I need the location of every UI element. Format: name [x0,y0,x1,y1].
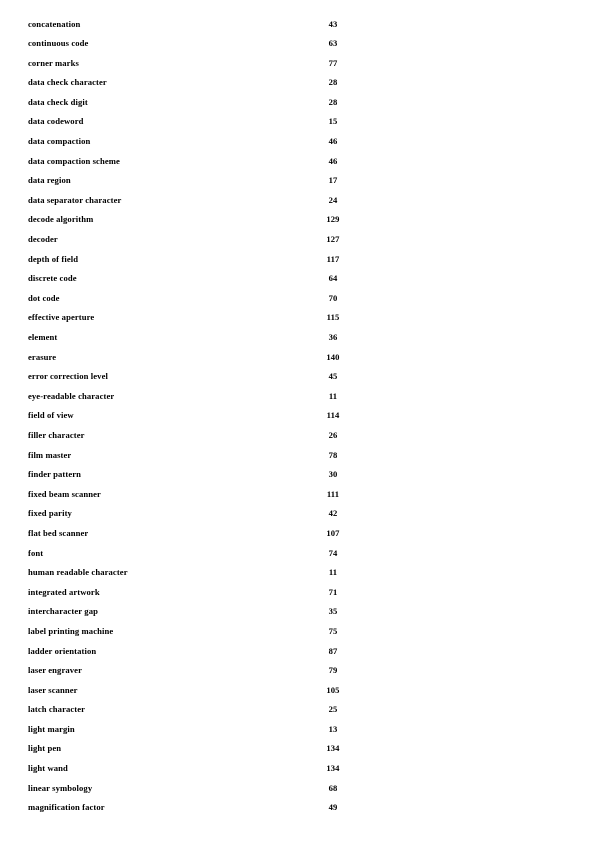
index-term: magnification factor [28,802,105,813]
index-page-number: 111 [326,488,340,499]
index-entry [0,93,595,113]
index-term: effective aperture [28,312,95,323]
index-page-number: 17 [328,175,338,186]
index-entry [0,112,595,132]
index-entry [0,328,595,348]
index-term: flat bed scanner [28,527,89,538]
index-page-number: 28 [328,77,338,88]
index-page-number: 134 [326,743,340,754]
index-term: fixed parity [28,508,72,519]
index-term: concatenation [28,18,81,29]
index-page-number: 75 [328,625,338,636]
index-entry [0,308,595,328]
index-entry [0,504,595,524]
index-term: linear symbology [28,782,93,793]
index-term: label printing machine [28,625,114,636]
index-term: finder pattern [28,469,82,480]
index-page-number: 79 [328,665,338,676]
index-entry [0,642,595,662]
index-term: field of view [28,410,74,421]
index-term: error correction level [28,371,108,382]
index-page-number: 114 [326,410,340,421]
index-term: ladder orientation [28,645,97,656]
index-page-number: 78 [328,449,338,460]
index-page-number: 35 [328,606,338,617]
index-page-number: 15 [328,116,338,127]
index-page-number: 77 [328,57,338,68]
index-entry [0,759,595,779]
index-page-number: 45 [328,371,338,382]
index-page-number: 11 [328,567,338,578]
index-term: depth of field [28,253,79,264]
index-page-number: 46 [328,155,338,166]
index-term: latch character [28,704,86,715]
index-page-number: 36 [328,332,338,342]
index-entry [0,720,595,740]
index-entry [0,230,595,250]
index-term: human readable character [28,567,128,578]
index-entry [0,544,595,564]
index-page-number: 42 [328,508,338,519]
index-page-number: 87 [328,645,338,656]
index-term: data region [28,175,71,186]
index-term: data separator character [28,194,122,205]
index-page-number: 68 [328,782,338,793]
index-page-number: 30 [328,469,338,480]
index-entry [0,250,595,270]
index-term: intercharacter gap [28,606,98,617]
index-page-number: 43 [328,18,338,29]
index-entry [0,34,595,54]
index-entry [0,406,595,426]
index-entry [0,15,595,35]
index-term: light pen [28,743,62,754]
index-term: continuous code [28,38,89,49]
index-entry [0,132,595,152]
index-entry [0,622,595,642]
index-page-number: 117 [326,253,340,264]
index-entry [0,387,595,407]
index-page-number: 70 [328,292,338,303]
index-page-number: 115 [326,312,340,323]
index-page-number: 140 [326,351,340,362]
index-entry [0,348,595,368]
index-term: font [28,547,44,558]
index-page-number: 64 [328,273,338,284]
index-page-number: 71 [328,586,338,597]
index-entry [0,54,595,74]
index-page-number: 127 [326,234,340,245]
index-term: filler character [28,429,85,440]
index-page-number: 129 [326,214,340,225]
index-term: data check digit [28,96,88,107]
index-page-number: 13 [328,723,338,734]
index-page-number: 105 [326,684,340,695]
index-term: eye-readable character [28,390,115,401]
index-page-number: 11 [328,390,338,401]
index-term: laser scanner [28,684,78,695]
index-term: data codeword [28,116,84,127]
index-entry [0,798,595,818]
index-term: erasure [28,351,57,362]
index-entry [0,563,595,583]
index-entry [0,446,595,466]
index-term: discrete code [28,273,77,284]
index-entry [0,485,595,505]
index-term: integrated artwork [28,586,100,597]
index-page-number: 49 [328,802,338,813]
index-entry [0,171,595,191]
index-term: decoder [28,234,58,245]
index-entry [0,426,595,446]
index-page-number: 74 [328,547,338,558]
index-entry [0,779,595,799]
index-entry [0,700,595,720]
index-term: decode algorithm [28,214,94,225]
index-term: laser engraver [28,665,82,676]
index-page-number: 46 [328,136,338,147]
index-term: film master [28,449,72,460]
index-entry [0,583,595,603]
index-page-number: 24 [328,194,338,205]
index-entry [0,73,595,93]
index-page-number: 25 [328,704,338,715]
index-term: data check character [28,77,107,88]
index-entry [0,602,595,622]
index-page-number: 26 [328,429,338,440]
index-entry [0,289,595,309]
index-page-number: 63 [328,38,338,49]
index-entry [0,661,595,681]
index-term: light wand [28,763,68,774]
index-entry [0,210,595,230]
index-term: fixed beam scanner [28,488,101,499]
index-term: data compaction [28,136,91,147]
index-term: light margin [28,723,75,734]
index-term: element [28,332,58,342]
index-page-number: 28 [328,96,338,107]
index-entry [0,465,595,485]
index-term: dot code [28,292,60,303]
index-term: corner marks [28,57,79,68]
index-entry [0,739,595,759]
index-entry [0,152,595,172]
index-entry [0,269,595,289]
index-term: data compaction scheme [28,155,120,166]
index-entry [0,681,595,701]
index-entry [0,191,595,211]
index-page-number: 134 [326,763,340,774]
index-page-number: 107 [326,527,340,538]
index-entry [0,524,595,544]
index-entry [0,367,595,387]
index-list [0,15,595,818]
